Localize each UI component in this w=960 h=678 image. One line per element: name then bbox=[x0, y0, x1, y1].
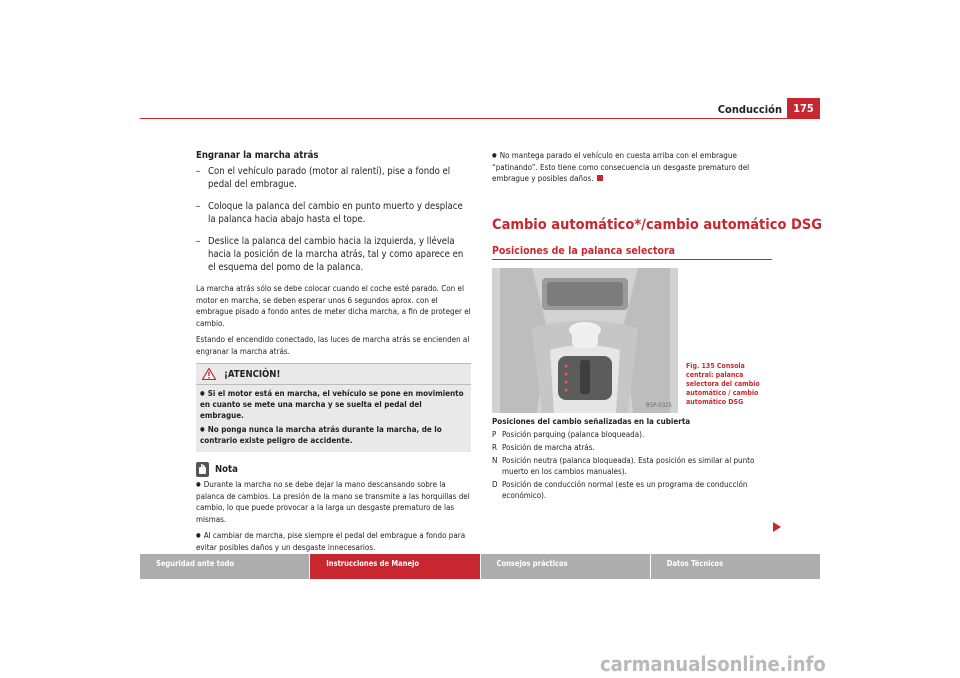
warning-header bbox=[196, 364, 471, 385]
figure-row bbox=[492, 268, 772, 413]
body-paragraph: Estando el encendido conectado, las luces de marcha atrás se encienden al engranar la marcha atrás. bbox=[196, 335, 470, 356]
figure-caption: Fig. 135 Consola central: palanca selectora del cambio automático / cambio automático DSG bbox=[686, 361, 760, 406]
position-row bbox=[492, 429, 772, 440]
tab-consejos[interactable]: Consejos prácticos bbox=[481, 554, 650, 579]
watermark: carmanualsonline.info bbox=[600, 652, 826, 676]
tab-seguridad[interactable]: Seguridad ante todo bbox=[140, 554, 309, 579]
step-text: Deslice la palanca del cambio hacia la izquierda, y llévela hacia la posición de la marcha atrás, tal y como aparece en el esquema del pomo de la palanca. bbox=[208, 236, 464, 273]
position-row bbox=[492, 479, 772, 501]
step-item: – Deslice la palanca del cambio hacia la izquierda, y llévela hacia la posición de la marcha atrás, tal y como aparece en el esquema del pomo de la palanca. bbox=[196, 235, 471, 274]
section-end-marker bbox=[597, 175, 603, 181]
warning-title: ¡ATENCIÓN! bbox=[224, 368, 281, 380]
footer-nav bbox=[140, 554, 820, 579]
left-column bbox=[196, 150, 471, 558]
chapter-title: Conducción bbox=[717, 103, 782, 116]
note-title: Nota bbox=[215, 464, 238, 475]
position-letter: R bbox=[492, 442, 497, 452]
position-letter: P bbox=[492, 429, 497, 439]
tab-datos[interactable]: Datos Técnicos bbox=[651, 554, 820, 579]
header-rule bbox=[140, 118, 820, 119]
position-row bbox=[492, 455, 772, 477]
note-item: ● Al cambiar de marcha, pise siempre el pedal del embrague a fondo para evitar posibles daños y un desgaste innecesarios. bbox=[196, 530, 471, 553]
page-number: 175 bbox=[787, 98, 820, 118]
section-title: Cambio automático*/cambio automático DSG bbox=[492, 216, 822, 233]
reverse-gear-heading: Engranar la marcha atrás bbox=[196, 150, 319, 161]
next-page-arrow-icon[interactable] bbox=[772, 522, 782, 532]
tab-instrucciones[interactable]: Instrucciones de Manejo bbox=[310, 554, 479, 579]
step-text: Coloque la palanca del cambio en punto muerto y desplace la palanca hacia abajo hasta el tope. bbox=[208, 201, 463, 225]
caution-text: No mantega parado el vehículo en cuesta arriba con el embrague “patinando”. Esto tiene como consecuencia un desgaste prematuro del embrague y posibles daños. bbox=[492, 151, 750, 183]
position-letter: N bbox=[492, 455, 498, 465]
position-row bbox=[492, 442, 772, 453]
warning-box bbox=[196, 363, 471, 452]
warning-item: ● Si el motor está en marcha, el vehículo se pone en movimiento en cuanto se mete una marcha y se suelta el pedal del embrague. bbox=[196, 385, 471, 421]
gear-console-illustration bbox=[492, 268, 678, 413]
position-text: Posición parquing (palanca bloqueada). bbox=[502, 429, 645, 439]
body-paragraph: La marcha atrás sólo se debe colocar cuando el coche esté parado. Con el motor en marcha, se deben esperar unos 6 segundos aprox. con el embrague pisado a fondo antes de meter dicha marcha, a fin de proteger el cambio. bbox=[196, 284, 471, 328]
step-text: Con el vehículo parado (motor al ralentí), pise a fondo el pedal del embrague. bbox=[208, 166, 451, 190]
step-item: – Con el vehículo parado (motor al ralentí), pise a fondo el pedal del embrague. bbox=[196, 165, 471, 191]
body-paragraph bbox=[492, 150, 772, 185]
note-header bbox=[196, 462, 471, 477]
figure-code: B5P-0325 bbox=[646, 401, 672, 409]
step-item: – Coloque la palanca del cambio en punto muerto y desplace la palanca hacia abajo hasta el tope. bbox=[196, 200, 471, 226]
position-text: Posición neutra (palanca bloqueada). Esta posición es similar al punto muerto en los cambios manuales). bbox=[502, 455, 755, 476]
note-hand-icon bbox=[196, 462, 209, 477]
positions-heading: Posiciones del cambio señalizadas en la cubierta bbox=[492, 416, 691, 426]
warning-item: ● No ponga nunca la marcha atrás durante la marcha, de lo contrario existe peligro de accidente. bbox=[196, 421, 471, 446]
warning-triangle-icon bbox=[202, 368, 216, 380]
note-item: ● Durante la marcha no se debe dejar la mano descansando sobre la palanca de cambios. La presión de la mano se transmite a las horquillas del cambio, lo que puede provocar a la larga un desgaste prematuro de las mismas. bbox=[196, 479, 471, 525]
position-text: Posición de conducción normal (este es un programa de conducción económico). bbox=[502, 479, 748, 500]
position-letter: D bbox=[492, 479, 498, 489]
position-text: Posición de marcha atrás. bbox=[502, 442, 595, 452]
gear-selector-figure bbox=[492, 268, 678, 413]
right-column bbox=[492, 150, 822, 503]
subsection-title: Posiciones de la palanca selectora bbox=[492, 245, 772, 260]
